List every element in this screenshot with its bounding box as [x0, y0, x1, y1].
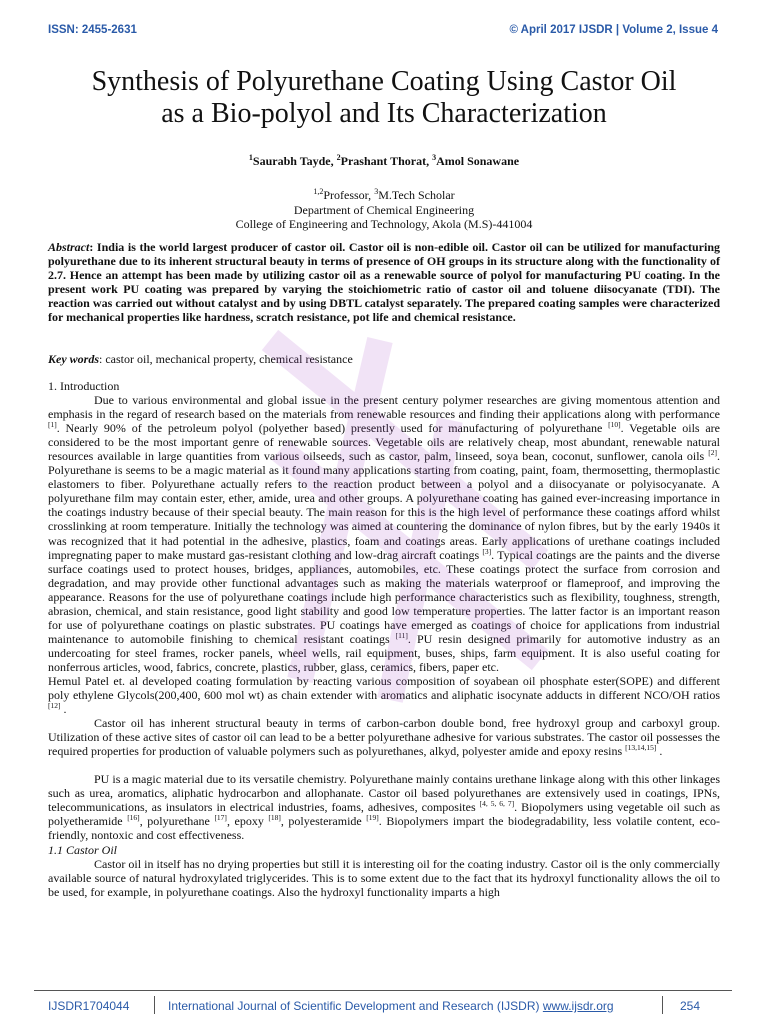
- citation: [1]: [48, 420, 57, 430]
- citation: [16]: [127, 813, 140, 823]
- abstract-text: : India is the world largest producer of castor oil. Castor oil is non-edible oil. Castor oil can be utilized for manufacturing polyurethane due to its inherent structural beauty in terms of presence of OH groups in its structure along with the functionality of 2.7. Hence an attempt has been made by utilizing castor oil as a renewable source of polyol for manufacturing PU coating. In the present work PU coating was prepared by varying the stoichiometric ratio of castor oil and toluene diisocyanate (TDI). The reaction was carried out without catalyst and by using DBTL catalyst separately. The prepared coating samples were characterized for mechanical properties like hardness, scratch resistance, pot life and chemical resistance.: [48, 240, 720, 325]
- paper-id: IJSDR1704044: [48, 999, 130, 1013]
- citation: [13,14,15]: [625, 743, 657, 753]
- author-list: [0, 153, 768, 169]
- role-1-affil: 1,2: [313, 187, 324, 196]
- role-2: M.Tech Scholar: [378, 188, 455, 202]
- text-span: . Vegetable oils are considered to be the most important genre of renewable sources. Vegetable oils are relatively cheap, most abundant, renewable natural resources available in large quantities from various oilseeds, such as castor, palm, linseed, soya bean, coconut, sunflower, canola oils: [48, 421, 720, 464]
- text-span: .: [656, 744, 663, 759]
- citation: [19]: [366, 813, 379, 823]
- author-3: Amol Sonawane: [436, 154, 520, 168]
- text-span: . Typical coatings are the paints and the diverse surface coatings used to protect houses, bridges, appliances, automobiles, etc. These coatings protect the surface from corrosion and degradation, and may provide other functional advantages such as making the materials waterproof or flameproof, and improving the appearance. Reasons for the use of polyurethane coatings include high performance characteristics such as flexibility, toughness, strength, abrasion, chemical, and stain resistance, good light stability and good low temperature properties. The latter factor is an important reason for use of polyurethane coatings on plastic substrates. PU coatings have emerged as coatings of choice for applications from industrial maintenance to automobile finishing to chemical resistant coatings: [48, 547, 720, 646]
- page-number: 254: [680, 999, 701, 1013]
- section-heading-castor-oil: 1.1 Castor Oil: [48, 842, 118, 857]
- text-span: , polyesteramide: [280, 814, 367, 829]
- paragraph-gap: [48, 758, 720, 772]
- intro-paragraph-1: [48, 393, 720, 674]
- abstract: [48, 240, 720, 324]
- text-span: , epoxy: [226, 814, 269, 829]
- text-span: , polyurethane: [139, 814, 215, 829]
- main-text: [48, 379, 720, 899]
- roles: [0, 185, 768, 203]
- text-span: .: [60, 702, 67, 717]
- keywords-text: : castor oil, mechanical property, chemical resistance: [99, 352, 353, 366]
- castor-paragraph-1: Castor oil in itself has no drying properties but still it is interesting oil for the coating industry. Castor oil is the only commercially available source of natural hydroxylated triglycerides. This is to some extent due to the fact that its hydroxyl functionality allows the oil to be used, for example, in polyurethane coatings. Also the hydroxyl functionality imparts a high: [48, 856, 720, 899]
- college: College of Engineering and Technology, Akola (M.S)-441004: [235, 217, 533, 231]
- citation: [4, 5, 6, 7]: [479, 799, 515, 809]
- footer-divider: [662, 996, 663, 1014]
- issn-label: ISSN: 2455-2631: [48, 24, 137, 36]
- keywords-label: Key words: [48, 352, 99, 366]
- journal-title: International Journal of Scientific Development and Research (IJSDR): [168, 999, 543, 1013]
- title-line-1: Synthesis of Polyurethane Coating Using Castor Oil: [91, 66, 677, 97]
- page-header: [48, 24, 718, 40]
- footer-divider: [154, 996, 155, 1014]
- citation: [3]: [482, 546, 492, 556]
- keywords: [48, 352, 720, 366]
- abstract-label: Abstract: [48, 240, 90, 254]
- text-span: . PU resin designed primarily for automotive industry as an undercoating for steel frames, rocker panels, wheel wells, rail equipment, buses, ships, farm equipment. It is also useful coating for nonferrous articles, wood, fabrics, concrete, plastics, rubber, glass, ceramics, fibers, paper etc.: [48, 631, 720, 674]
- issue-label: © April 2017 IJSDR | Volume 2, Issue 4: [509, 24, 718, 36]
- author-3-affil: 3: [432, 153, 437, 162]
- footer-rule: [34, 990, 732, 991]
- text-span: Due to various environmental and global issue in the present century polymer researches are giving momentous attention and emphasis in the regard of research based on the materials from renewable resources and finding their applications along with performance: [48, 393, 720, 422]
- citation: [10]: [608, 420, 621, 430]
- intro-paragraph-2: [48, 674, 720, 716]
- title-line-2: as a Bio-polyol and Its Characterization: [161, 98, 607, 129]
- citation: [2]: [708, 448, 717, 458]
- text-span: . Nearly 90% of the petroleum polyol (polyether based) presently used for manufacturing of polyurethane: [56, 421, 609, 436]
- author-2: Prashant Thorat,: [340, 154, 433, 168]
- citation: [12]: [48, 701, 61, 711]
- role-2-affil: 3: [374, 187, 379, 196]
- journal-url-link[interactable]: www.ijsdr.org: [542, 999, 614, 1013]
- citation: [11]: [395, 630, 408, 640]
- author-2-affil: 2: [336, 153, 341, 162]
- paper-title: [40, 66, 728, 130]
- text-span: . Biopolymers impart the biodegradability, less volatile content, eco-friendly, nontoxic and cost effectiveness.: [48, 814, 721, 843]
- affiliation-block: [0, 185, 768, 232]
- intro-paragraph-4: [48, 772, 720, 842]
- text-span: Hemul Patel et. al developed coating formulation by reacting various composition of soyabean oil phosphate ester(SOPE) and different poly ethylene Glycols(200,400, 600 mol wt) as chain extender with aromatics and aliphatic isocynate adducts in different NCO/OH ratios: [48, 673, 720, 703]
- citation: [17]: [214, 813, 227, 823]
- section-heading-introduction: 1. Introduction: [48, 379, 120, 393]
- text-span: Castor oil has inherent structural beauty in terms of carbon-carbon double bond, free hydroxyl group and carboxyl group. Utilization of these active sites of castor oil can lead to be a better polyurethane adhesive for various substrates. The castor oil possesses the required properties for production of valuable polymers such as polyurethanes, alkyd, polyester amide and epoxy resins: [48, 716, 720, 759]
- intro-paragraph-3: [48, 716, 720, 758]
- text-span: PU is a magic material due to its versatile chemistry. Polyurethane mainly contains urethane linkage along with this other linkages such as urea, aromatics, aliphatic hydrocarbon and allophanate. Castor oil based polyurethanes are extensively used in coatings, IPNs, telecommunications, as insulators in electrical industries, foams, adhesives, composites: [48, 772, 720, 815]
- citation: [18]: [268, 813, 281, 823]
- author-1-affil: 1: [248, 153, 253, 162]
- journal-name: [168, 999, 614, 1013]
- author-1: Saurabh Tayde,: [252, 154, 337, 168]
- department: Department of Chemical Engineering: [293, 202, 475, 217]
- text-span: . Polyurethane is seems to be a magic material as it found many applications starting from coating, paint, foam, thermosetting, thermoplastic elastomers to fiber. Polyurethane actually refers to the reaction product between a polyol and a diisocyanate or polyisocyanate. A polyurethane film may contain ester, ether, amide, urea and other groups. A polyurethane coating has gained ever-increasing importance in the coatings industry because of their special beauty. The main reason for this is the high level of performance these coatings afford whilst crosslinking at room temperature. Initially the technology was aimed at countering the dominance of nylon fibres, but by the early 1940s it was recognized that it had potential in the adhesive, plastics, foam and coatings areas. Early applications of urethane coatings included impregnating paper to make mustard gas-resistant clothing and low-drag aircraft coatings: [48, 449, 720, 562]
- page-footer: [0, 990, 768, 1014]
- role-1: Professor,: [323, 188, 375, 202]
- text-span: . Biopolymers using vegetable oil such as polyetheramide: [48, 800, 721, 829]
